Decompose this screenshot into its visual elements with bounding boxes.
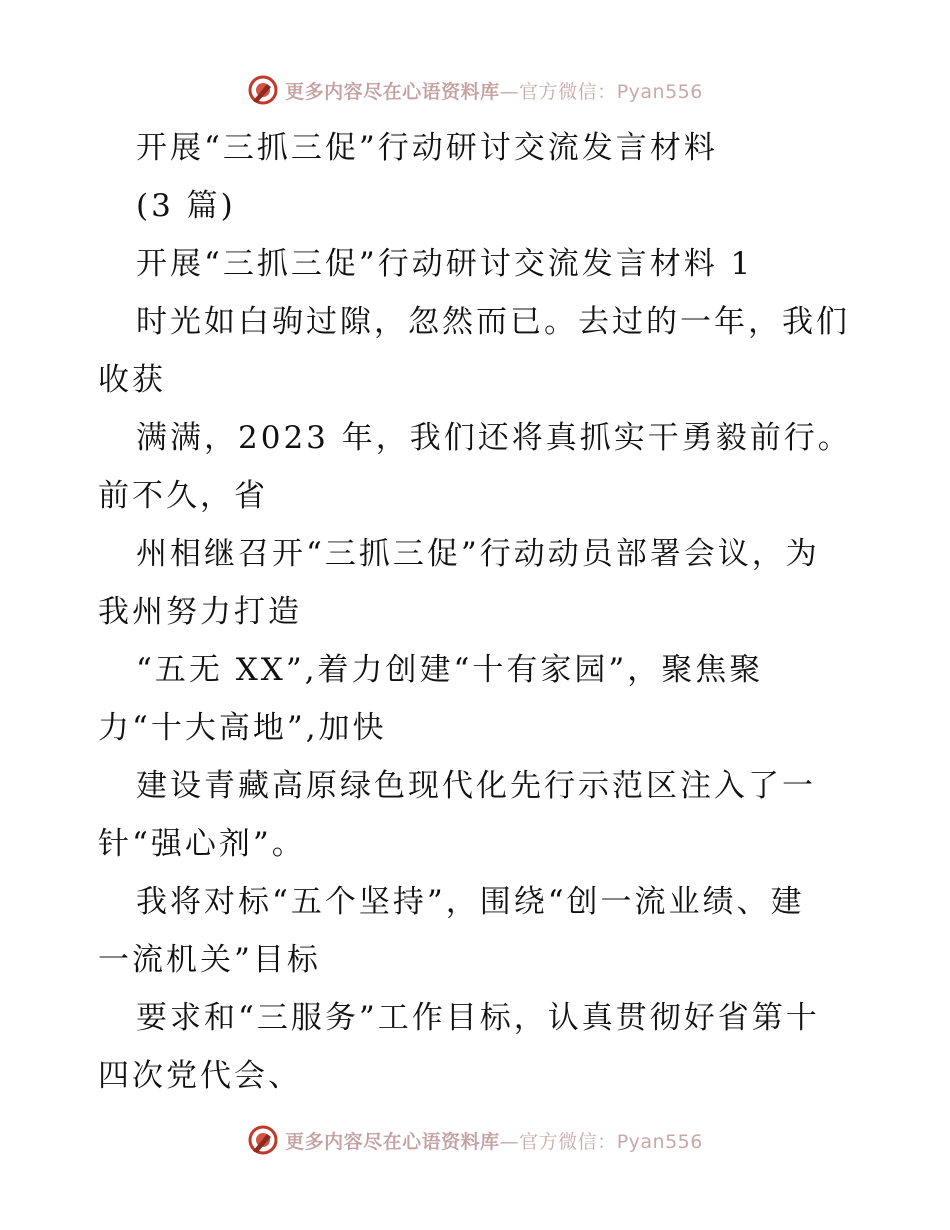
doc-line: 我将对标“五个坚持”，围绕“创一流业绩、建 (136, 884, 805, 920)
footer-banner-main: 更多内容尽在心语资料库 (285, 1130, 500, 1153)
doc-line: 州相继召开“三抓三促”行动动员部署会议，为 (136, 536, 820, 572)
pen-logo-icon (247, 74, 279, 106)
doc-line: “五无 XX”,着力创建“十有家园”，聚焦聚 (136, 652, 764, 688)
doc-line: 收获 (98, 362, 166, 398)
doc-line: 一流机关”目标 (98, 942, 321, 978)
doc-line: 前不久，省 (98, 478, 268, 514)
doc-subtitle: 开展“三抓三促”行动研讨交流发言材料 1 (136, 246, 754, 282)
header-banner-text (285, 77, 703, 104)
header-banner-main: 更多内容尽在心语资料库 (285, 80, 500, 103)
header-banner (0, 70, 950, 110)
doc-line: 四次党代会、 (98, 1058, 302, 1094)
pen-logo-icon (247, 1124, 279, 1156)
doc-line: 要求和“三服务”工作目标，认真贯彻好省第十 (136, 1000, 820, 1036)
footer-banner-id: Pyan556 (616, 1130, 703, 1153)
footer-banner (0, 1120, 950, 1160)
doc-line: 力“十大高地”,加快 (98, 710, 387, 746)
header-banner-dash: — (499, 80, 520, 103)
doc-line: 我州努力打造 (98, 594, 302, 630)
doc-line: 时光如白驹过隙，忽然而已。去过的一年，我们 (136, 304, 850, 340)
doc-line: 建设青藏高原绿色现代化先行示范区注入了一 (136, 768, 816, 804)
doc-line: 针“强心剂”。 (98, 826, 306, 862)
header-banner-id: Pyan556 (616, 80, 703, 103)
doc-title-line-1: 开展“三抓三促”行动研讨交流发言材料 (136, 130, 718, 166)
footer-banner-dash: — (499, 1130, 520, 1153)
doc-line: 满满，2023 年，我们还将真抓实干勇毅前行。 (136, 420, 852, 456)
header-banner-sub: 官方微信： (519, 80, 617, 103)
footer-banner-sub: 官方微信： (519, 1130, 617, 1153)
doc-title-line-2: (3 篇) (136, 188, 236, 224)
footer-banner-text (285, 1127, 703, 1154)
